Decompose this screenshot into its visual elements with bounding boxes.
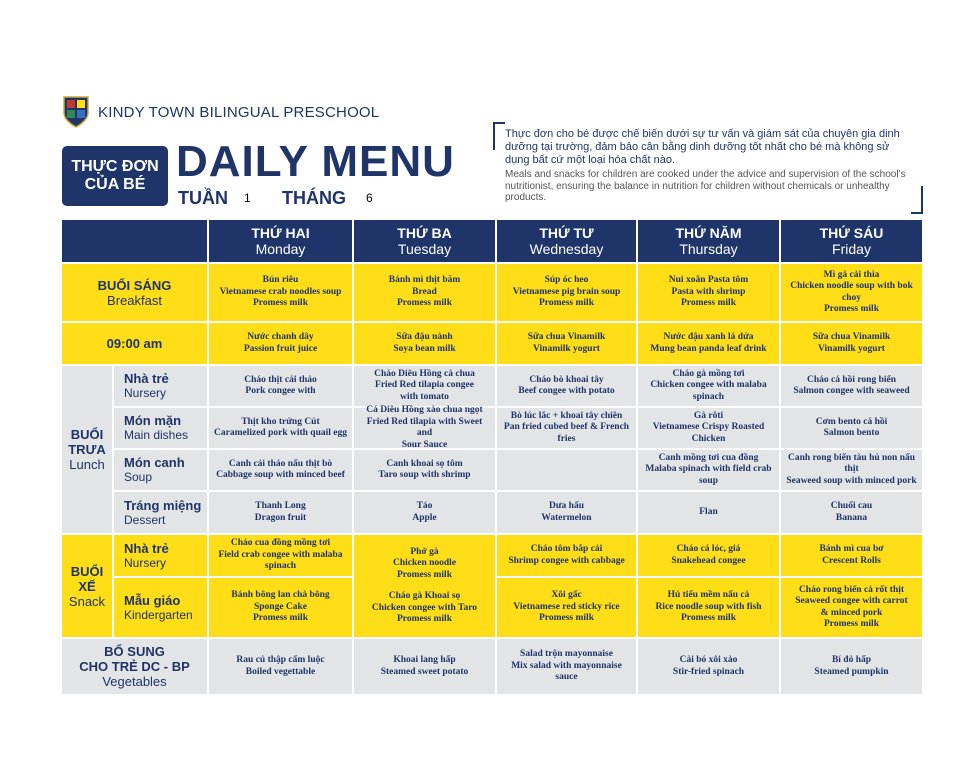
meal-line: Rice noodle soup with fish [655, 601, 762, 612]
meal-line: Vietnamese crab noodles soup [219, 286, 342, 297]
meal-line: with tomato [400, 391, 449, 402]
meal-line: Bread [412, 286, 437, 297]
meal-soup-tuesday [354, 450, 495, 490]
meal-line: Cháo Diêu Hồng cà chua [374, 368, 475, 379]
meal-line: Vinamilk yogurt [818, 343, 885, 354]
intro-bracket-top [493, 122, 505, 150]
meal-snack9-monday [209, 323, 352, 364]
header-corner [62, 220, 207, 262]
day-name-vn: THỨ HAI [251, 225, 310, 241]
group-label-lunch [62, 366, 112, 533]
meal-line: Mì gà cải thìa [823, 269, 880, 280]
day-header-tuesday [354, 220, 495, 262]
meal-line: Promess milk [397, 298, 452, 309]
meal-line: Seaweed congee with carrot [795, 596, 908, 606]
month-label: THÁNG [282, 188, 346, 208]
meal-veg-tuesday [354, 639, 495, 694]
meal-line: Thịt kho trứng Cút [241, 416, 320, 427]
meal-line: Chuối cau [830, 501, 873, 511]
sub-label-en: Kindergarten [124, 607, 193, 622]
meal-line: Táo [416, 501, 433, 511]
meal-line: Bò lúc lắc + khoai tây chiên [510, 410, 623, 421]
meal-afternoon_kinder-friday [781, 578, 922, 637]
meal-main-monday [209, 408, 352, 448]
meal-line: Bún riêu [262, 275, 299, 286]
day-name-en: Wednesday [529, 241, 604, 257]
intro-bracket-bottom [911, 186, 923, 214]
meal-line: Canh khoai sọ tôm [386, 458, 463, 469]
row-label-vn: BỔ SUNG [104, 644, 165, 659]
meal-nursery-monday [209, 366, 352, 406]
row-label-vn: 09:00 am [106, 336, 163, 351]
meal-line: Pork congee with [245, 386, 316, 396]
meal-line: Sữa đậu nành [396, 332, 453, 342]
meal-line: Salad trộn mayonnaise [520, 649, 613, 660]
sub-label-vn: Nhà trẻ [124, 371, 169, 386]
meal-snack9-friday [781, 323, 922, 364]
meal-main-friday [781, 408, 922, 448]
meal-veg-friday [781, 639, 922, 694]
meal-breakfast-friday [781, 264, 922, 321]
meal-soup-thursday [638, 450, 779, 490]
meal-main-wednesday [497, 408, 636, 448]
sub-label-en: Nursery [124, 386, 167, 400]
row-label-vn: CHO TRẺ DC - BP [79, 659, 190, 674]
meal-soup-wednesday [497, 450, 636, 490]
meal-line: Promess milk [253, 298, 308, 309]
meal-breakfast-thursday [638, 264, 779, 321]
sub-label-en: Soup [124, 470, 153, 484]
meal-line: Promess milk [681, 613, 736, 624]
meal-line: Canh mồng tơi cua đồng [658, 452, 759, 463]
meal-line: Hủ tiếu mềm nấu cá [667, 590, 750, 601]
meal-line: Promess milk [539, 613, 594, 624]
day-name-en: Monday [255, 241, 306, 257]
meal-line: Beef congee with potato [518, 386, 615, 396]
meal-line: Khoai lang hấp [393, 655, 456, 665]
meal-line: Cháo thịt cải thảo [244, 374, 317, 385]
meal-line: Fried Red tilapia congee [375, 380, 474, 391]
sub-label-vn: Món canh [124, 455, 185, 470]
meal-line: Phở gà [410, 546, 439, 557]
meal-line: Sữa chua Vinamilk [527, 332, 606, 342]
meal-line: Cháo cá lóc, giá [676, 544, 741, 554]
meal-line: & minced pork [820, 607, 883, 618]
meal-line: Salmon congee with seaweed [793, 386, 910, 396]
meal-snack9-wednesday [497, 323, 636, 364]
group-label-en: Snack [68, 593, 106, 609]
month-value: 6 [366, 191, 373, 205]
group-label-vn: TRƯA [68, 442, 106, 457]
meal-afternoon-tuesday [354, 535, 495, 637]
meal-line: Promess milk [824, 304, 879, 314]
sub-label-vn: Mẫu giáo [124, 592, 181, 608]
meal-line: Promess milk [253, 613, 308, 624]
meal-line: Dưa hấu [548, 501, 584, 511]
sub-label-dessert [114, 492, 207, 533]
meal-line: Bí đỏ hấp [831, 655, 872, 665]
meal-line: Snakehead congee [671, 555, 746, 566]
meal-line: Cháo tôm bắp cải [530, 544, 603, 554]
day-name-vn: THỨ NĂM [675, 225, 742, 241]
meal-line: Promess milk [397, 614, 452, 624]
menu-title-en: DAILY MENU [176, 137, 455, 186]
meal-veg-monday [209, 639, 352, 694]
meal-line: Passion fruit juice [243, 343, 318, 354]
row-label-vn: BUỔI SÁNG [97, 277, 172, 293]
intro-text-en: Meals and snacks for children are cooked under the advice and supervision of the school's nutritionist, ensuring the balance in nutrition for children without chemicals or unhealthy products. [505, 169, 906, 203]
meal-afternoon_nursery-thursday [638, 535, 779, 576]
meal-line: Cháo cua đồng mồng tơi [230, 538, 331, 549]
meal-line: Pasta with shrimp [671, 286, 746, 297]
meal-line: Flan [699, 506, 718, 517]
meal-nursery-friday [781, 366, 922, 406]
meal-main-tuesday [354, 405, 495, 450]
meal-line: Canh cải thảo nấu thịt bò [228, 458, 333, 469]
sub-label-vn: Món mặn [124, 413, 182, 428]
meal-line: Boiled vegettable [245, 666, 316, 677]
meal-line: Nui xoắn Pasta tôm [668, 275, 749, 286]
meal-line: Bánh mì cua bơ [819, 544, 884, 554]
meal-afternoon_nursery-wednesday [497, 535, 636, 576]
day-name-en: Tuesday [397, 241, 452, 257]
meal-breakfast-tuesday [354, 264, 495, 321]
sub-label-en: Dessert [124, 512, 166, 527]
meal-veg-wednesday [497, 639, 636, 694]
meal-line: Vinamilk yogurt [533, 343, 600, 354]
group-label-vn: XẾ [78, 578, 96, 594]
group-label-vn: BUỔI [70, 563, 104, 579]
day-name-vn: THỨ SÁU [819, 225, 884, 241]
meal-line: Cải bó xôi xào [679, 655, 738, 665]
meal-afternoon_nursery-friday [781, 535, 922, 576]
meal-soup-monday [209, 450, 352, 490]
meal-line: Vietnamese Crispy Roasted [652, 422, 765, 433]
meal-line: Thanh Long [255, 501, 306, 511]
meal-line: spinach [692, 391, 725, 402]
sub-label-vn: Nhà trẻ [124, 540, 169, 556]
meal-line: Fried Red tilapia with Sweet and [366, 416, 483, 438]
meal-line: Bánh bông lan chà bông [231, 590, 330, 601]
meal-line: Cháo rong biển cà rốt thịt [798, 584, 905, 595]
school-name: KINDY TOWN BILINGUAL PRESCHOOL [98, 104, 380, 121]
meal-line: Chicken noodle soup with bok choy [790, 281, 913, 303]
meal-line: Field crab congee with malaba [218, 549, 343, 560]
sub-label-afternoon-kinder [114, 578, 207, 637]
meal-dessert-thursday [638, 492, 779, 533]
meal-line: Xôi gấc [551, 590, 582, 601]
meal-nursery-thursday [638, 366, 779, 406]
meal-line: Vietnamese pig brain soup [512, 286, 621, 297]
meal-line: Cháo cá hồi rong biển [806, 374, 897, 385]
meal-afternoon_kinder-thursday [638, 578, 779, 637]
day-name-en: Friday [832, 241, 871, 257]
meal-line: Seaweed soup with minced pork [786, 475, 917, 486]
week-label: TUẦN [178, 188, 228, 208]
meal-line: Promess milk [824, 619, 879, 629]
meal-line: Taro soup with shrimp [378, 470, 471, 480]
meal-dessert-wednesday [497, 492, 636, 533]
meal-line: Cá Diêu Hồng xào chua ngọt [366, 405, 483, 415]
row-label-vegetables [62, 639, 207, 694]
meal-snack9-tuesday [354, 323, 495, 364]
sub-label-en: Main dishes [124, 428, 189, 442]
meal-line: Súp óc heo [544, 275, 589, 286]
day-name-en: Thursday [679, 241, 738, 257]
day-header-wednesday [497, 220, 636, 262]
meal-nursery-wednesday [497, 366, 636, 406]
week-value: 1 [244, 191, 251, 205]
meal-dessert-monday [209, 492, 352, 533]
meal-line: Promess milk [681, 298, 736, 309]
meal-line: Mung bean panda leaf drink [650, 343, 767, 354]
meal-line: Chicken congee with malaba [650, 380, 767, 391]
meal-line: Bánh mì thịt băm [388, 275, 461, 286]
meal-line: Soya bean milk [393, 343, 456, 354]
meal-line: Apple [412, 512, 437, 523]
meal-veg-thursday [638, 639, 779, 694]
meal-snack9-thursday [638, 323, 779, 364]
meal-line: Vietnamese red sticky rice [513, 601, 620, 612]
meal-line: Mix salad with mayonnaise [511, 660, 622, 671]
meal-line: Chicken noodle [392, 558, 457, 568]
group-label-vn: BUỔI [70, 427, 104, 442]
meal-line: Caramelized pork with quail egg [214, 428, 347, 438]
meal-line: sauce [555, 672, 578, 683]
meal-line: Sour Sauce [401, 439, 448, 450]
row-label-en: Vegetables [102, 674, 167, 689]
meal-main-thursday [638, 408, 779, 448]
meal-line: Banana [835, 512, 868, 523]
meal-line: fries [557, 433, 576, 444]
meal-line: Steamed sweet potato [380, 666, 469, 677]
meal-line: Chicken [691, 433, 726, 444]
intro-text-vn: Thực đơn cho bé được chế biến dưới sự tư vấn và giám sát của chuyên gia dinh dưỡng tại trường, đảm bảo cân bằng dinh dưỡng tốt nhất cho bé mà không sử dụng bất cứ một loại hóa chất nào. [505, 128, 900, 166]
menu-title-vn-line2: CỦA BÉ [84, 176, 146, 193]
meal-line: Salmon bento [823, 428, 880, 438]
school-crest-logo [62, 95, 90, 129]
menu-title-vn-line1: THỰC ĐƠN [71, 158, 159, 175]
meal-line: Gà rôti [693, 410, 724, 421]
sub-label-nursery [114, 366, 207, 406]
sub-label-main [114, 408, 207, 448]
meal-line: Watermelon [541, 512, 592, 523]
day-header-monday [209, 220, 352, 262]
meal-afternoon_kinder-monday [209, 578, 352, 637]
meal-afternoon_nursery-monday [209, 535, 352, 576]
meal-line: Promess milk [539, 298, 594, 309]
meal-line: Dragon fruit [254, 512, 307, 523]
meal-line: Crescent Rolls [822, 555, 881, 566]
day-header-thursday [638, 220, 779, 262]
meal-line: Cháo gà Khoai sọ [388, 591, 461, 601]
meal-dessert-tuesday [354, 492, 495, 533]
sub-label-vn: Tráng miệng [124, 497, 202, 513]
meal-line: Stir-fried spinach [672, 666, 745, 677]
sub-label-en: Nursery [124, 555, 167, 570]
row-label-en: Breakfast [107, 292, 162, 308]
day-name-vn: THỨ BA [397, 225, 452, 241]
group-label-afternoon-snack [62, 535, 112, 637]
meal-breakfast-wednesday [497, 264, 636, 321]
meal-line: Pan fried cubed beef & French [503, 422, 630, 433]
meal-dessert-friday [781, 492, 922, 533]
group-label-en: Lunch [69, 457, 105, 472]
day-header-friday [781, 220, 922, 262]
row-label-snack-9am [62, 323, 207, 364]
meal-line: Chicken congee with Taro [371, 602, 478, 613]
meal-line: Cháo bò khoai tây [529, 374, 604, 385]
meal-line: Promess milk [397, 569, 452, 580]
meal-line: spinach [264, 561, 297, 572]
meal-line: Cháo gà mồng tơi [672, 368, 745, 379]
meal-line: Sponge Cake [253, 601, 308, 612]
meal-soup-friday [781, 450, 922, 490]
sub-label-afternoon-nursery [114, 535, 207, 576]
meal-afternoon_kinder-wednesday [497, 578, 636, 637]
meal-line: Nước chanh dây [247, 332, 314, 342]
meal-line: Nước đậu xanh lá dứa [663, 332, 754, 342]
meal-line: Shrimp congee with cabbage [508, 555, 625, 566]
meal-breakfast-monday [209, 264, 352, 321]
sub-label-soup [114, 450, 207, 490]
meal-line: Steamed pumpkin [814, 666, 889, 677]
meal-nursery-tuesday [354, 366, 495, 406]
row-label-breakfast [62, 264, 207, 321]
menu-title-vn [62, 146, 168, 206]
meal-line: Malaba spinach with field crab soup [645, 464, 772, 486]
meal-line: Cabbage soup with minced beef [216, 470, 345, 480]
meal-line: Sữa chua Vinamilk [812, 332, 891, 342]
day-name-vn: THỨ TƯ [539, 225, 594, 241]
meal-line: Canh rong biển tàu hủ non nấu thịt [787, 452, 916, 475]
meal-line: Rau củ thập cẩm luộc [236, 655, 325, 665]
meal-line: Cơm bento cá hồi [815, 416, 888, 427]
